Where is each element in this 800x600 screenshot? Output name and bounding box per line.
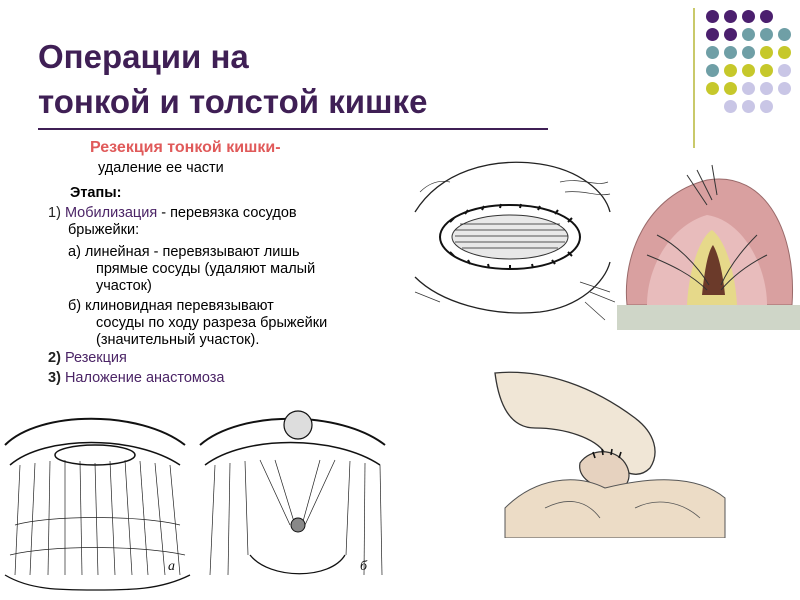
list-item-1-text: - перевязка сосудов <box>157 205 297 221</box>
page-title <box>38 34 598 124</box>
sub-item-b-line-1: б) клиновидная перевязывают <box>68 298 274 314</box>
list-item-2-number: 2) <box>48 350 61 366</box>
sub-item-a-line-3: участок) <box>96 278 152 294</box>
decorative-dot <box>760 64 773 77</box>
decorative-dot <box>724 10 737 23</box>
figure-label-a: а <box>168 559 175 574</box>
decorative-dot <box>742 46 755 59</box>
stages-label: Этапы: <box>70 185 122 201</box>
decorative-dot <box>724 28 737 41</box>
decorative-dot <box>760 28 773 41</box>
linear-suture-illustration <box>410 152 615 322</box>
decorative-dot <box>742 82 755 95</box>
resection-types-illustration <box>0 405 400 600</box>
decorative-dot <box>742 10 755 23</box>
decorative-dot <box>742 28 755 41</box>
decorative-dot <box>724 46 737 59</box>
list-item-3-term: Наложение анастомоза <box>64 370 225 386</box>
section-heading: Резекция тонкой кишки- <box>90 139 281 156</box>
decorative-dot <box>706 46 719 59</box>
title-underline <box>38 128 548 130</box>
sub-item-b-line-2: сосуды по ходу разреза брыжейки <box>96 315 328 331</box>
decorative-dot <box>760 82 773 95</box>
decorative-dot <box>778 46 791 59</box>
decorative-dot <box>760 10 773 23</box>
decorative-vertical-rule <box>693 8 695 148</box>
decorative-dot <box>706 64 719 77</box>
decorative-dot <box>742 64 755 77</box>
decorative-dot-grid <box>706 10 796 130</box>
list-item-3 <box>48 370 224 387</box>
decorative-dot <box>706 10 719 23</box>
title-line-2: тонкой и толстой кишке <box>38 83 428 120</box>
list-item-2-term: Резекция <box>64 350 127 366</box>
decorative-dot <box>706 28 719 41</box>
title-line-1: Операции на <box>38 38 249 75</box>
decorative-dot <box>760 100 773 113</box>
list-item-1-number: 1) <box>48 205 61 221</box>
decorative-dot <box>742 100 755 113</box>
list-item-3-number: 3) <box>48 370 61 386</box>
decorative-dot <box>778 28 791 41</box>
list-item-1 <box>48 205 297 222</box>
sub-item-a-line-2: прямые сосуды (удаляют малый <box>96 261 316 277</box>
decorative-dot <box>724 82 737 95</box>
decorative-dot <box>724 64 737 77</box>
sub-item-a-line-1: а) линейная - перевязывают лишь <box>68 244 300 260</box>
decorative-dot <box>724 100 737 113</box>
decorative-dot <box>778 82 791 95</box>
anastomosis-color-illustration <box>617 155 800 330</box>
figure-label-b: б <box>360 559 368 574</box>
list-item-1-term: Мобилизация <box>64 205 158 221</box>
decorative-dot <box>778 64 791 77</box>
decorative-dot <box>706 82 719 95</box>
list-item-1-continued: брыжейки: <box>68 222 140 238</box>
hand-anastomosis-illustration <box>485 368 730 538</box>
sub-item-b-line-3: (значительный участок). <box>96 332 260 348</box>
list-item-2 <box>48 350 127 367</box>
subheading: удаление ее части <box>98 160 224 176</box>
decorative-dot <box>760 46 773 59</box>
